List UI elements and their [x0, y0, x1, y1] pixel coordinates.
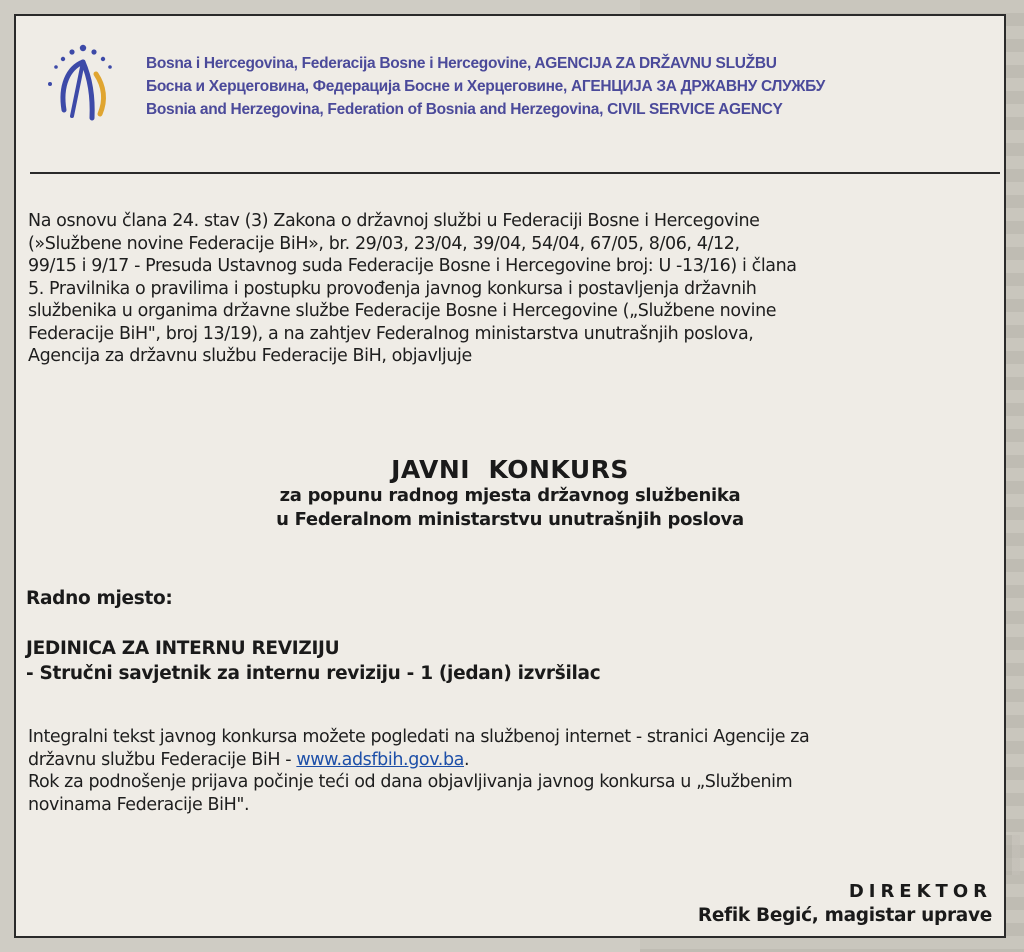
- notice-subheading-2: u Federalnom ministarstvu unutrašnjih poslova: [276, 509, 744, 530]
- info-line: Integralni tekst javnog konkursa možete pogledati na službenoj internet - stranici Agencije za: [28, 727, 810, 747]
- intro-line: službenika u organima državne službe Federacije Bosne i Hercegovine („Službene novine: [28, 301, 777, 321]
- position-role: - Stručni savjetnik za internu reviziju - 1 (jedan) izvršilac: [26, 663, 601, 684]
- position-unit: JEDINICA ZA INTERNU REVIZIJU: [26, 638, 340, 659]
- intro-line: Na osnovu člana 24. stav (3) Zakona o državnoj službi u Federaciji Bosne i Hercegovine: [28, 211, 760, 231]
- agency-header: [146, 52, 825, 121]
- header-divider: [30, 172, 1000, 174]
- info-line: Rok za podnošenje prijava počinje teći od dana objavljivanja javnog konkursa u „Službenim: [28, 772, 793, 792]
- agency-line-serbian: Босна и Херцеговина, Федерација Босне и Херцеговине, АГЕНЦИЈА ЗА ДРЖАВНУ СЛУЖБУ: [146, 78, 825, 95]
- position-details: [26, 636, 600, 686]
- agency-line-bosnian: Bosna i Hercegovina, Federacija Bosne i Hercegovine, AGENCIJA ZA DRŽAVNU SLUŽBU: [146, 55, 777, 72]
- intro-line: 5. Pravilnika o pravilima i postupku provođenja javnog konkursa i postavljenja državnih: [28, 278, 757, 299]
- signature-name: Refik Begić, magistar uprave: [697, 905, 992, 926]
- intro-line: 99/15 i 9/17 - Presuda Ustavnog suda Federacije Bosne i Hercegovine broj: U -13/16) i člana: [28, 256, 797, 276]
- intro-line: (»Službene novine Federacije BiH», br. 29/03, 23/04, 39/04, 54/04, 67/05, 8/06, 4/12,: [28, 233, 740, 254]
- info-line: [28, 749, 1003, 772]
- position-label: Radno mjesto:: [26, 588, 173, 609]
- public-notice: [14, 14, 1006, 938]
- info-paragraph: [28, 726, 1003, 816]
- intro-line: Federacije BiH", broj 13/19), a na zahtjev Federalnog ministarstva unutrašnjih poslova,: [28, 323, 754, 344]
- intro-paragraph: [28, 210, 998, 368]
- notice-title-block: [16, 456, 1004, 532]
- signature-block: [698, 880, 992, 928]
- notice-subheading-1: za popunu radnog mjesta državnog službenika: [279, 485, 741, 506]
- info-line-suffix: .: [464, 749, 470, 770]
- agency-website-link[interactable]: www.adsfbih.gov.ba: [296, 749, 464, 770]
- info-line-prefix: državnu službu Federacije BiH -: [28, 749, 297, 770]
- intro-line: Agencija za državnu službu Federacije BiH, objavljuje: [28, 346, 472, 366]
- notice-heading: JAVNI KONKURS: [391, 455, 629, 484]
- signature-title: DIREKTOR: [848, 881, 992, 902]
- agency-line-english: Bosnia and Herzegovina, Federation of Bosnia and Herzegovina, CIVIL SERVICE AGENCY: [146, 101, 783, 118]
- info-line: novinama Federacije BiH".: [28, 794, 250, 815]
- agency-logo-icon: [38, 38, 128, 128]
